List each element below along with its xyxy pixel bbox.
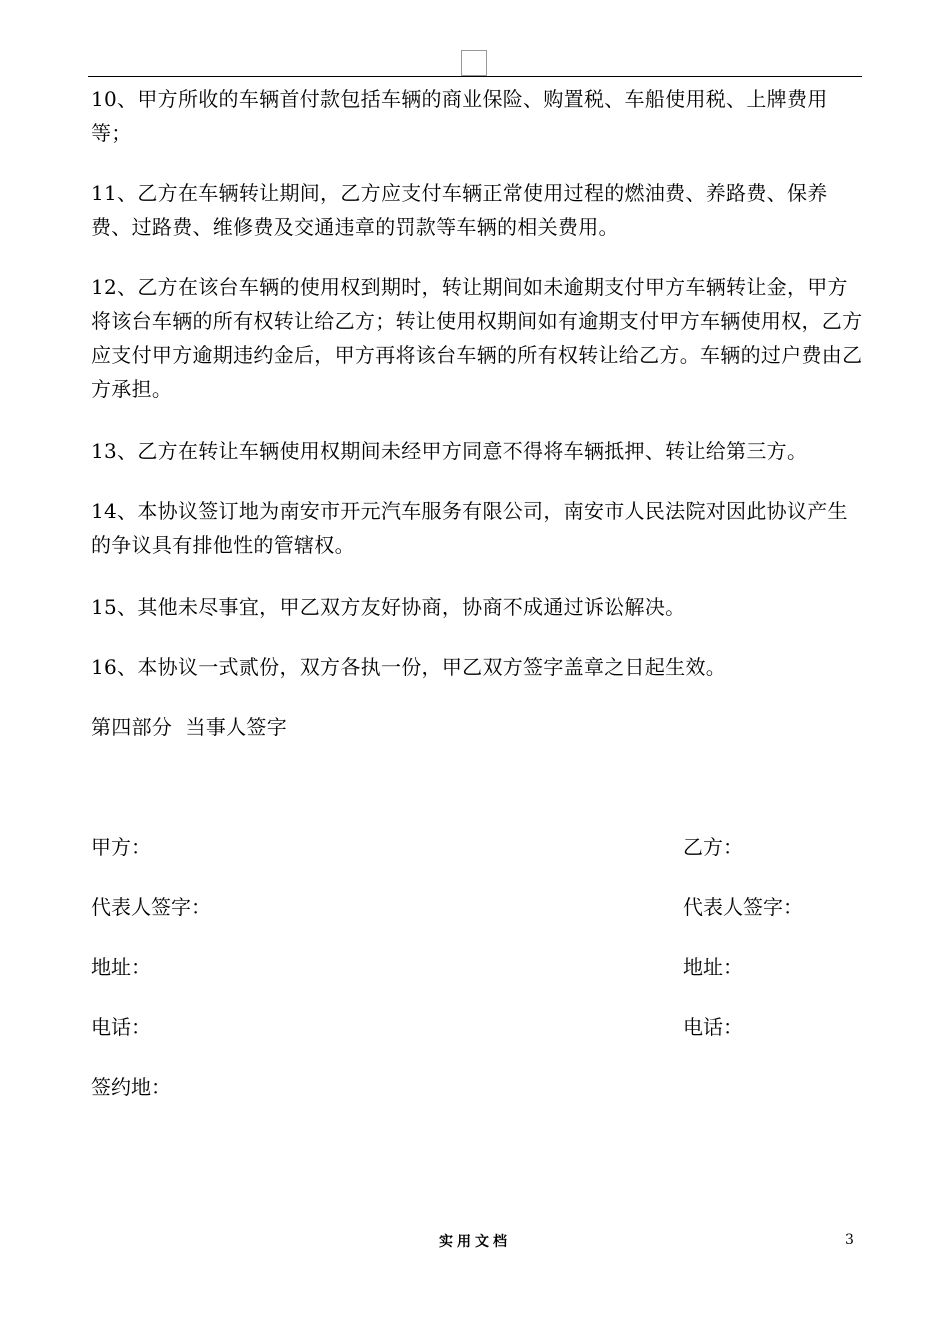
signing-place-label: 签约地： [91,1075,171,1099]
header-rule [88,76,862,77]
party-a-label: 甲方： [91,835,151,859]
clause-12: 12、乙方在该台车辆的使用权到期时，转让期间如未逾期支付甲方车辆转让金，甲方将该台车辆的所有权转让给乙方；转让使用权期间如有逾期支付甲方车辆使用权，乙方应支付甲方逾期违约金后，甲方再将该台车辆的所有权转让给乙方。车辆的过户费由乙方承担。 [91,275,863,401]
clause-13: 13、乙方在转让车辆使用权期间未经甲方同意不得将车辆抵押、转让给第三方。 [91,439,808,463]
page-number: 3 [845,1232,854,1248]
party-b-address-label: 地址： [683,955,743,979]
party-a-address-label: 地址： [91,955,151,979]
footer-text: 实用文档 [439,1234,511,1250]
section-title: 第四部分 当事人签字 [91,715,288,739]
party-b-rep-label: 代表人签字： [683,895,803,919]
clause-14: 14、本协议签订地为南安市开元汽车服务有限公司，南安市人民法院对因此协议产生的争议具有排他性的管辖权。 [91,499,848,557]
party-a-phone-label: 电话： [91,1015,151,1039]
header-margin-marker [461,50,487,76]
clause-15: 15、其他未尽事宜，甲乙双方友好协商，协商不成通过诉讼解决。 [91,595,686,619]
clause-11: 11、乙方在车辆转让期间，乙方应支付车辆正常使用过程的燃油费、养路费、保养费、过路费、维修费及交通违章的罚款等车辆的相关费用。 [91,181,828,239]
clause-10: 10、甲方所收的车辆首付款包括车辆的商业保险、购置税、车船使用税、上牌费用等； [91,87,828,145]
party-b-label: 乙方： [683,835,743,859]
party-a-rep-label: 代表人签字： [91,895,211,919]
clause-16: 16、本协议一式贰份，双方各执一份，甲乙双方签字盖章之日起生效。 [91,655,727,679]
party-b-phone-label: 电话： [683,1015,743,1039]
